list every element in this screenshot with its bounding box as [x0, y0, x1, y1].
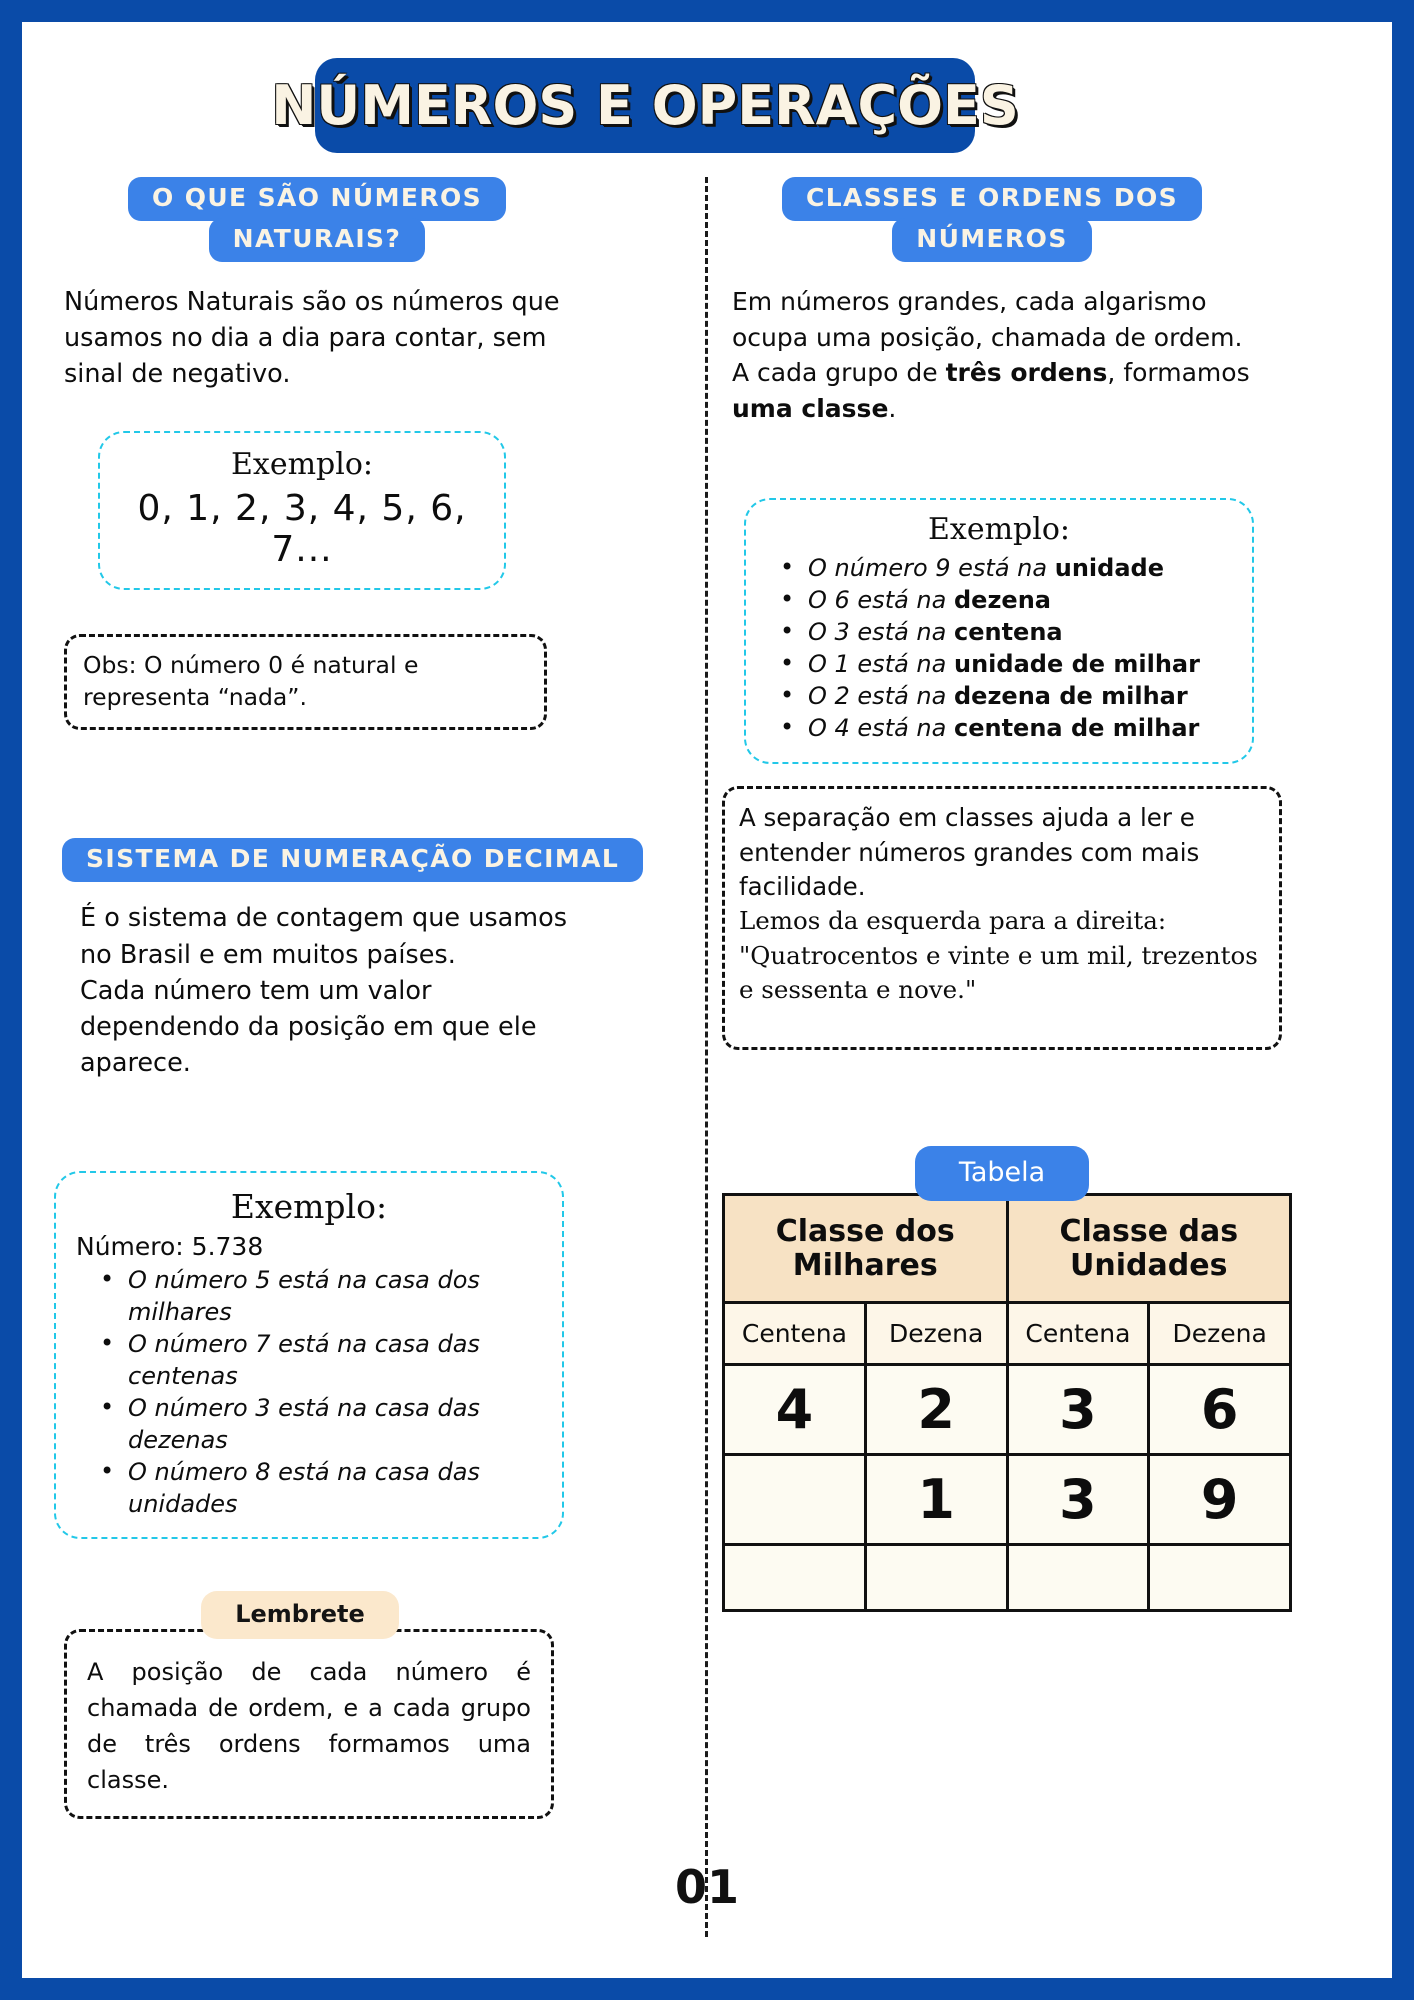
example-bullet-list [76, 1265, 542, 1520]
separation-line-2: Lemos da esquerda para a direita: [739, 906, 1167, 936]
badge-line-1: SISTEMA DE NUMERAÇÃO DECIMAL [62, 838, 643, 882]
example-numero: Número: 5.738 [76, 1232, 264, 1262]
example-bullet-list [756, 553, 1242, 744]
badge-line-2: NÚMEROS [892, 218, 1092, 262]
digit-cell-empty [1149, 1545, 1291, 1611]
page-number: 01 [674, 1860, 739, 1914]
ordem-header: Dezena [1149, 1303, 1291, 1365]
table-row-digits-1 [724, 1365, 1291, 1455]
list-item [756, 617, 1242, 649]
lembrete-text: A posição de cada número é chamada de ordem, e a cada grupo de três ordens formamos uma classe. [87, 1657, 531, 1794]
class-header-unidades: Classe das Unidades [1007, 1195, 1291, 1303]
digit-cell-empty [724, 1545, 866, 1611]
list-item [756, 713, 1242, 745]
page-title: NÚMEROS E OPERAÇÕES [271, 74, 1019, 137]
paragraph-sistema-decimal-a: É o sistema de contagem que usamos no Brasil e em muitos países. [80, 903, 567, 970]
ordem-header: Centena [1007, 1303, 1149, 1365]
list-item: • O número 7 está na casa das centenas [76, 1329, 542, 1393]
lembrete-badge: Lembrete [201, 1591, 399, 1639]
worksheet-page [22, 22, 1392, 1978]
item-text: O 6 está na [808, 585, 954, 614]
item-text: O 1 está na [808, 649, 954, 678]
badge-line-1: O QUE SÃO NÚMEROS [128, 177, 506, 221]
digit-cell-empty [865, 1545, 1007, 1611]
paragraph-bold-1: três ordens [945, 358, 1108, 387]
item-text: O 3 está na [808, 617, 954, 646]
section-heading-numeros-naturais [82, 177, 552, 262]
item-text: O número 9 está na [808, 554, 1055, 582]
table-row-digits-2 [724, 1455, 1291, 1545]
paragraph-classes-ordens [732, 284, 1262, 426]
tabela-badge: Tabela [915, 1146, 1089, 1201]
paragraph-sistema-decimal-b: Cada número tem um valor dependendo da posição em que ele aparece. [80, 975, 537, 1079]
badge-line-1: CLASSES E ORDENS DOS [782, 177, 1202, 221]
paragraph-bold-2: uma classe [732, 393, 889, 423]
digit-cell-empty [1007, 1545, 1149, 1611]
table-row-class-headers [724, 1195, 1291, 1303]
list-item: • O número 8 está na casa das unidades [76, 1457, 542, 1521]
example-box-sistema-decimal [54, 1171, 564, 1538]
table-row-spacer [724, 1545, 1291, 1611]
obs-text: Obs: O número 0 é natural e representa “nada”. [83, 650, 419, 712]
badge-line-2: NATURAIS? [209, 218, 426, 262]
section-heading-sistema-decimal [62, 838, 690, 882]
table-row-ordem-headers [724, 1303, 1291, 1365]
digit-cell: 3 [1007, 1455, 1149, 1545]
list-item [756, 649, 1242, 681]
paragraph-numeros-naturais: Números Naturais são os números que usamos no dia a dia para contar, sem sinal de negativo. [64, 287, 560, 390]
column-divider [705, 177, 708, 1937]
example-label: Exemplo: [231, 446, 373, 482]
ordens-table [722, 1193, 1292, 1612]
ordem-header: Dezena [865, 1303, 1007, 1365]
item-bold: centena [953, 617, 1063, 646]
item-text: O 2 está na [808, 681, 954, 710]
digit-cell: 3 [1007, 1365, 1149, 1455]
obs-box [64, 634, 547, 731]
separation-note-box [722, 786, 1282, 1050]
digit-cell: 1 [865, 1455, 1007, 1545]
paragraph-part-2: A cada grupo de [732, 358, 946, 387]
paragraph-part-4: . [888, 393, 897, 423]
list-item [756, 681, 1242, 713]
item-bold: dezena [953, 585, 1051, 614]
lembrete-box [64, 1629, 554, 1819]
digit-cell-empty [724, 1455, 866, 1545]
list-item [756, 553, 1242, 585]
example-label: Exemplo: [928, 512, 1070, 547]
left-column [40, 177, 690, 1819]
example-box-naturais [98, 431, 506, 590]
list-item [756, 585, 1242, 617]
ordem-header: Centena [724, 1303, 866, 1365]
separation-line-1: A separação em classes ajuda a ler e entender números grandes com mais facilidade. [739, 803, 1200, 902]
list-item: • O número 3 está na casa das dezenas [76, 1393, 542, 1457]
digit-cell: 6 [1149, 1365, 1291, 1455]
digit-cell: 4 [724, 1365, 866, 1455]
digit-cell: 2 [865, 1365, 1007, 1455]
section-heading-classes-ordens [752, 177, 1232, 262]
class-header-milhares: Classe dos Milhares [724, 1195, 1008, 1303]
paragraph-part-1: Em números grandes, cada algarismo ocupa uma posição, chamada de ordem. [732, 287, 1243, 352]
item-text: O 4 está na [808, 713, 954, 742]
list-item: • O número 5 está na casa dos milhares [76, 1265, 542, 1329]
item-bold: dezena de milhar [953, 681, 1188, 710]
right-column [722, 177, 1377, 1612]
example-label: Exemplo: [230, 1187, 388, 1227]
example-box-classes [744, 498, 1254, 764]
example-value: 0, 1, 2, 3, 4, 5, 6, 7... [137, 487, 467, 570]
item-bold: unidade [1054, 554, 1164, 582]
item-bold: centena de milhar [953, 713, 1200, 742]
paragraph-part-3: , formamos [1107, 358, 1250, 387]
page-title-banner [271, 58, 1019, 153]
separation-line-3: "Quatrocentos e vinte e um mil, trezentos e sessenta e nove." [739, 940, 1258, 1004]
item-bold: unidade de milhar [953, 649, 1200, 678]
digit-cell: 9 [1149, 1455, 1291, 1545]
